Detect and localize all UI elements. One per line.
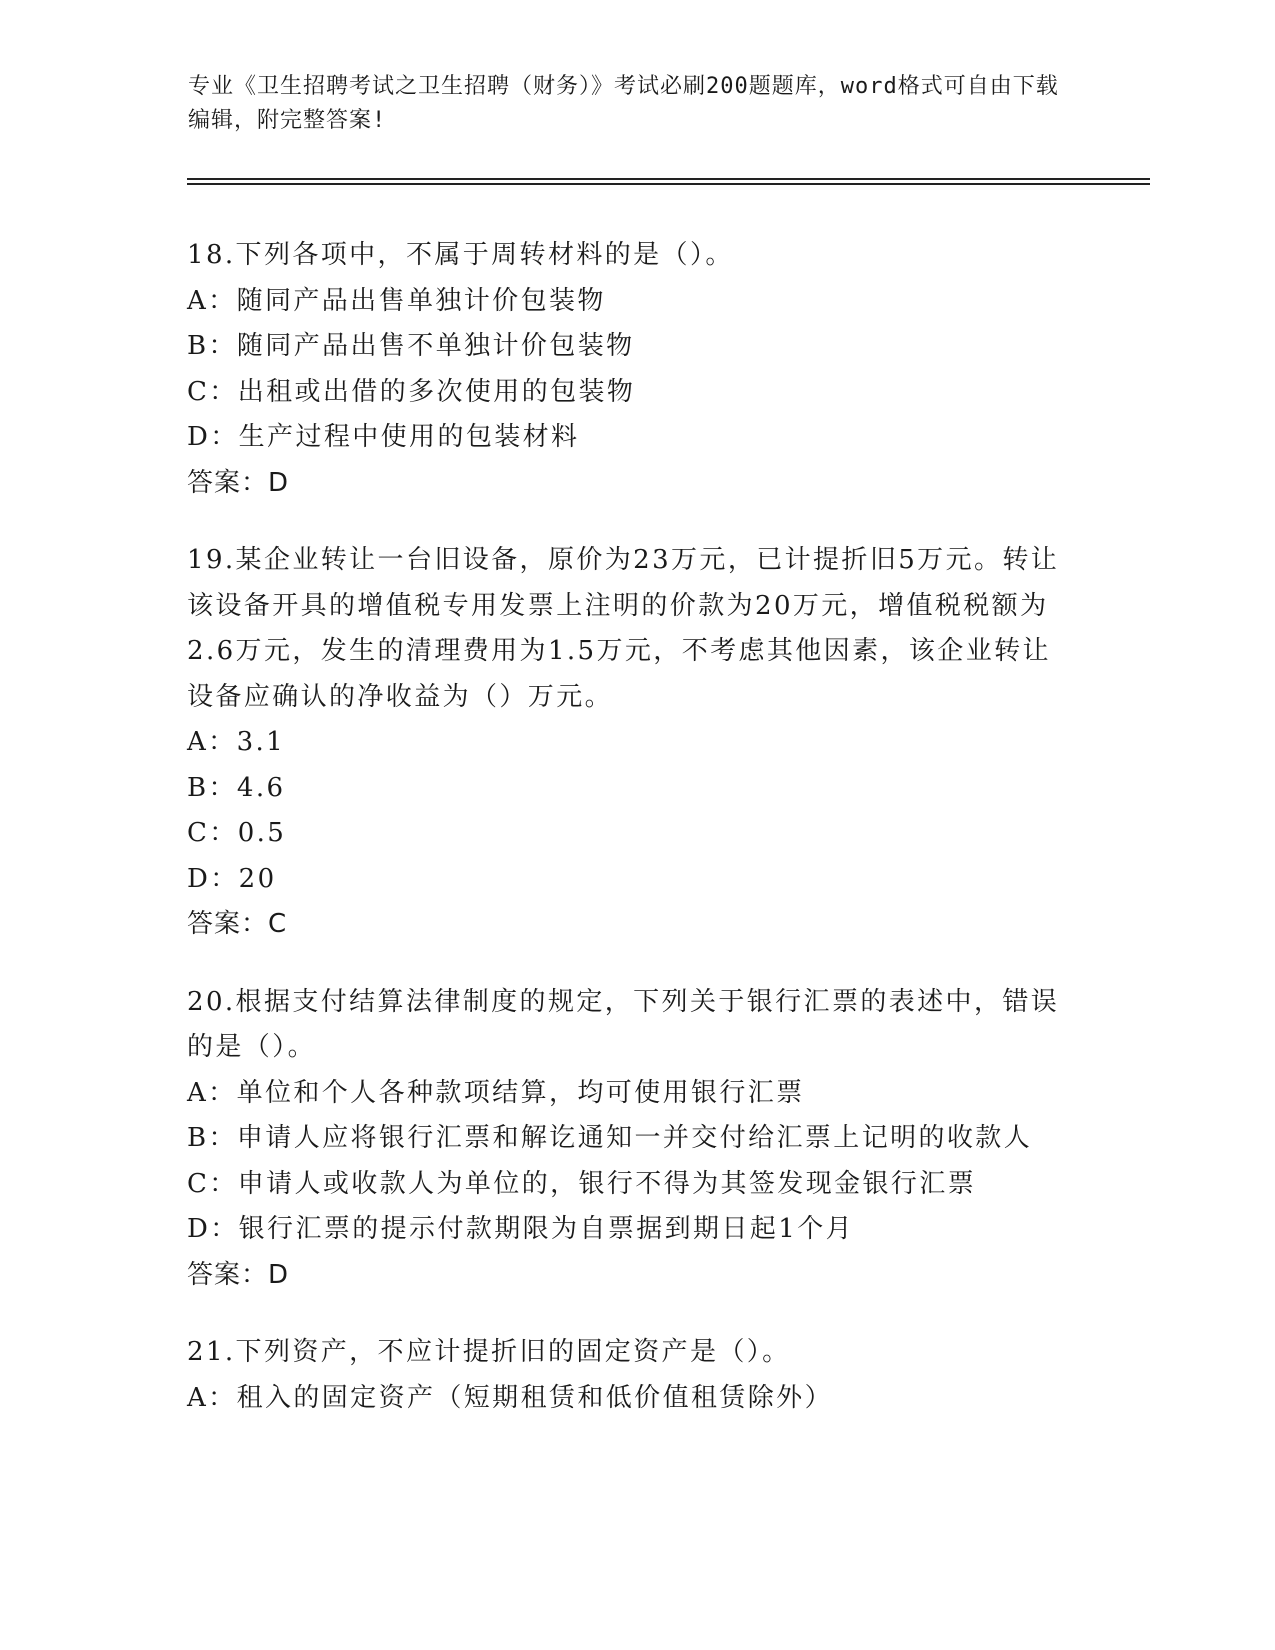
document-header: 专业《卫生招聘考试之卫生招聘（财务）》考试必刷200题题库，word格式可自由下载编辑，附完整答案! bbox=[188, 74, 1059, 133]
option-d: D：生产过程中使用的包装材料 bbox=[187, 422, 580, 452]
option-b: B：随同产品出售不单独计价包装物 bbox=[187, 331, 635, 361]
question-21 bbox=[187, 1330, 1077, 1421]
question-stem: 18.下列各项中，不属于周转材料的是（）。 bbox=[187, 240, 734, 270]
answer-line: 答案：C bbox=[187, 909, 288, 939]
option-d: D：银行汇票的提示付款期限为自票据到期日起1个月 bbox=[187, 1214, 854, 1244]
option-a: A：单位和个人各种款项结算，均可使用银行汇票 bbox=[187, 1077, 805, 1108]
option-a: A：租入的固定资产（短期租赁和低价值租赁除外） bbox=[187, 1382, 833, 1413]
question-18 bbox=[187, 233, 1077, 506]
option-b: B：4.6 bbox=[187, 772, 286, 803]
question-list bbox=[187, 233, 1077, 1453]
answer-line: 答案：D bbox=[187, 1259, 290, 1290]
question-20 bbox=[187, 980, 1077, 1299]
option-b: B：申请人应将银行汇票和解讫通知一并交付给汇票上记明的收款人 bbox=[187, 1123, 1033, 1153]
header-divider-bottom bbox=[187, 183, 1150, 185]
option-d: D：20 bbox=[187, 863, 277, 894]
question-19 bbox=[187, 538, 1077, 948]
option-c: C：申请人或收款人为单位的，银行不得为其签发现金银行汇票 bbox=[187, 1168, 977, 1199]
question-stem: 20.根据支付结算法律制度的规定，下列关于银行汇票的表述中，错误的是（）。 bbox=[187, 986, 1060, 1062]
question-stem: 21.下列资产，不应计提折旧的固定资产是（）。 bbox=[187, 1337, 791, 1367]
header-divider-top bbox=[187, 178, 1150, 180]
answer-line: 答案：D bbox=[187, 467, 290, 498]
option-c: C：出租或出借的多次使用的包装物 bbox=[187, 376, 636, 407]
question-stem: 19.某企业转让一台旧设备，原价为23万元，已计提折旧5万元。转让该设备开具的增值税专用发票上注明的价款为20万元，增值税税额为2.6万元，发生的清理费用为1.5万元，不考虑其他因素，该企业转让设备应确认的净收益为（）万元。 bbox=[187, 545, 1060, 712]
option-a: A：随同产品出售单独计价包装物 bbox=[187, 285, 606, 316]
option-a: A：3.1 bbox=[187, 727, 286, 757]
option-c: C：0.5 bbox=[187, 818, 287, 848]
